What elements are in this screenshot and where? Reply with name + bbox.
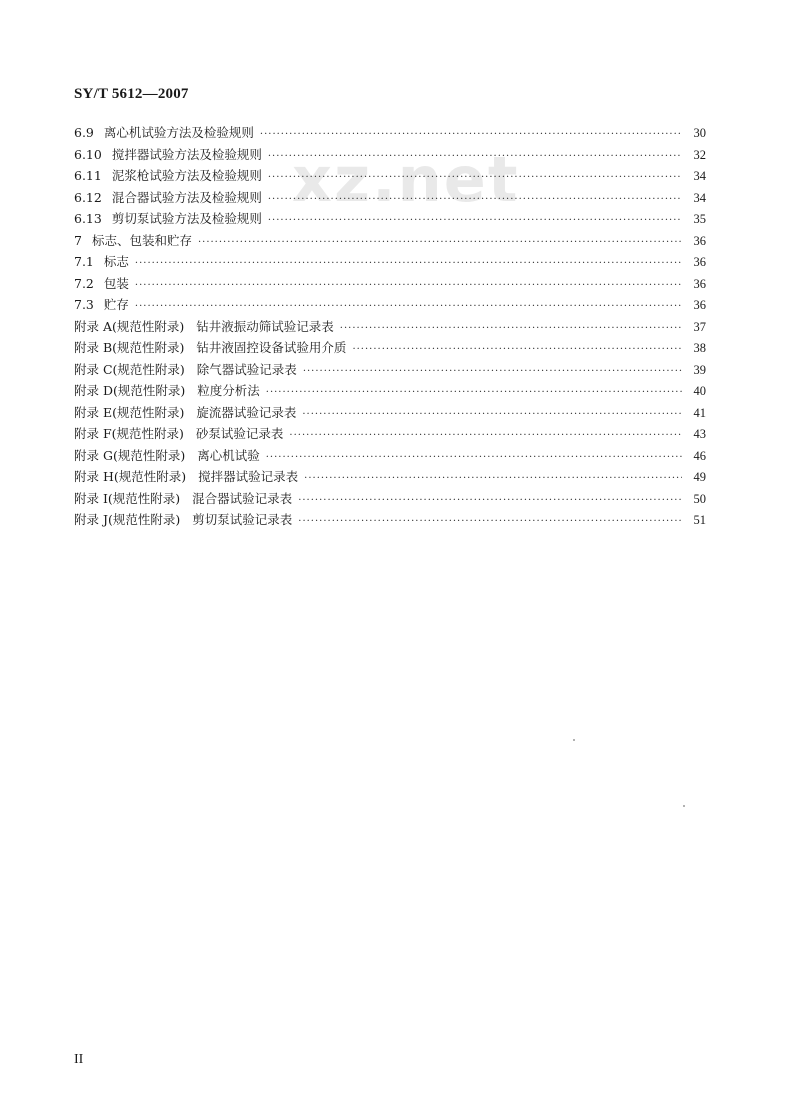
- toc-dot-leader: [268, 146, 682, 168]
- page-number: II: [74, 1052, 84, 1067]
- toc-entry-title: 钻井液固控设备试验用介质: [196, 340, 347, 355]
- toc-entry-page: 36: [693, 276, 706, 291]
- toc-entry[interactable]: [74, 509, 706, 531]
- toc-entry[interactable]: [74, 230, 706, 252]
- toc-entry-page: 35: [693, 212, 706, 226]
- toc-dot-leader: [298, 511, 682, 533]
- toc-entry-number: 6.13: [74, 211, 102, 226]
- toc-entry[interactable]: [74, 187, 706, 209]
- toc-entry[interactable]: [74, 316, 706, 338]
- toc-entry-number: 附录 A(规范性附录): [74, 318, 185, 334]
- toc-entry[interactable]: [74, 423, 706, 445]
- toc-entry-title: 包装: [103, 275, 129, 291]
- toc-dot-leader: [135, 296, 682, 318]
- toc-entry-title: 混合器试验记录表: [192, 490, 293, 506]
- standard-id-header: SY/T 5612—2007: [74, 86, 189, 102]
- toc-entry-number: 6.12: [74, 189, 102, 205]
- toc-entry-title: 标志、包装和贮存: [91, 232, 192, 248]
- toc-entry-number: 6.9: [74, 125, 94, 140]
- table-of-contents: [74, 122, 706, 531]
- toc-entry-page: 43: [693, 427, 706, 441]
- toc-dot-leader: [268, 210, 682, 232]
- toc-entry[interactable]: [74, 337, 706, 359]
- toc-entry-title: 旋流器试验记录表: [196, 404, 297, 420]
- toc-dot-leader: [266, 447, 682, 469]
- toc-entry-page: 41: [693, 405, 706, 420]
- toc-entry-page: 32: [693, 147, 706, 162]
- toc-entry-number: 7.1: [74, 254, 94, 269]
- toc-entry-page: 40: [693, 384, 706, 398]
- toc-entry-title: 除气器试验记录表: [196, 361, 297, 377]
- toc-entry[interactable]: [74, 208, 706, 230]
- toc-entry-title: 混合器试验方法及检验规则: [111, 189, 262, 205]
- watermark: xz.net: [292, 143, 520, 216]
- toc-dot-leader: [135, 275, 682, 297]
- toc-entry-page: 49: [693, 470, 706, 484]
- toc-entry[interactable]: [74, 380, 706, 402]
- toc-entry-number: 6.10: [74, 146, 102, 162]
- toc-entry-title: 剪切泵试验方法及检验规则: [111, 211, 262, 226]
- toc-entry[interactable]: [74, 251, 706, 273]
- toc-entry[interactable]: [74, 466, 706, 488]
- toc-entry[interactable]: [74, 488, 706, 510]
- toc-entry-page: 34: [693, 169, 706, 183]
- toc-entry[interactable]: [74, 165, 706, 187]
- toc-entry-title: 离心机试验: [197, 447, 260, 463]
- toc-entry-page: 39: [693, 362, 706, 377]
- scan-speck: [683, 805, 685, 807]
- toc-entry-number: 附录 B(规范性附录): [74, 340, 185, 355]
- toc-dot-leader: [260, 124, 682, 146]
- toc-entry-title: 砂泵试验记录表: [195, 426, 284, 441]
- toc-entry-number: 附录 E(规范性附录): [74, 404, 185, 420]
- toc-dot-leader: [352, 339, 682, 361]
- toc-entry-number: 附录 I(规范性附录): [74, 490, 181, 506]
- toc-entry-number: 7.3: [74, 297, 94, 312]
- toc-entry-page: 34: [693, 190, 706, 205]
- toc-dot-leader: [298, 490, 682, 512]
- toc-entry-page: 36: [693, 233, 706, 248]
- toc-dot-leader: [289, 425, 682, 447]
- toc-entry-title: 标志: [103, 254, 129, 269]
- toc-entry-page: 46: [693, 448, 706, 463]
- toc-entry-title: 剪切泵试验记录表: [192, 512, 293, 527]
- toc-entry-title: 粒度分析法: [197, 383, 260, 398]
- toc-entry-page: 30: [693, 126, 706, 140]
- toc-entry-page: 36: [693, 298, 706, 312]
- toc-entry-title: 离心机试验方法及检验规则: [103, 125, 254, 140]
- toc-entry[interactable]: [74, 144, 706, 166]
- toc-entry-number: 附录 C(规范性附录): [74, 361, 185, 377]
- toc-dot-leader: [304, 468, 682, 490]
- toc-entry-title: 搅拌器试验记录表: [198, 469, 299, 484]
- toc-entry-number: 7: [74, 232, 82, 248]
- toc-dot-leader: [268, 167, 682, 189]
- toc-dot-leader: [198, 232, 682, 254]
- toc-entry-page: 38: [693, 341, 706, 355]
- toc-entry[interactable]: [74, 445, 706, 467]
- toc-entry-page: 37: [693, 319, 706, 334]
- toc-dot-leader: [340, 318, 682, 340]
- toc-entry-page: 51: [693, 513, 706, 527]
- toc-entry[interactable]: [74, 359, 706, 381]
- toc-entry-page: 36: [693, 255, 706, 269]
- scan-speck: [573, 739, 575, 741]
- toc-entry-number: 附录 H(规范性附录): [74, 469, 187, 484]
- toc-entry[interactable]: [74, 294, 706, 316]
- toc-entry-number: 附录 F(规范性附录): [74, 426, 184, 441]
- toc-entry[interactable]: [74, 122, 706, 144]
- toc-dot-leader: [302, 404, 682, 426]
- toc-dot-leader: [303, 361, 682, 383]
- toc-dot-leader: [268, 189, 682, 211]
- toc-entry-number: 6.11: [74, 168, 102, 183]
- toc-entry[interactable]: [74, 273, 706, 295]
- toc-entry-number: 附录 J(规范性附录): [74, 512, 181, 527]
- toc-entry-number: 附录 G(规范性附录): [74, 447, 186, 463]
- toc-entry-title: 钻井液振动筛试验记录表: [196, 318, 334, 334]
- toc-entry-title: 贮存: [103, 297, 129, 312]
- toc-entry-number: 附录 D(规范性附录): [74, 383, 186, 398]
- toc-entry-title: 搅拌器试验方法及检验规则: [111, 146, 262, 162]
- toc-dot-leader: [135, 253, 682, 275]
- toc-entry-title: 泥浆枪试验方法及检验规则: [111, 168, 262, 183]
- toc-entry-number: 7.2: [74, 275, 94, 291]
- toc-dot-leader: [266, 382, 682, 404]
- toc-entry[interactable]: [74, 402, 706, 424]
- toc-entry-page: 50: [693, 491, 706, 506]
